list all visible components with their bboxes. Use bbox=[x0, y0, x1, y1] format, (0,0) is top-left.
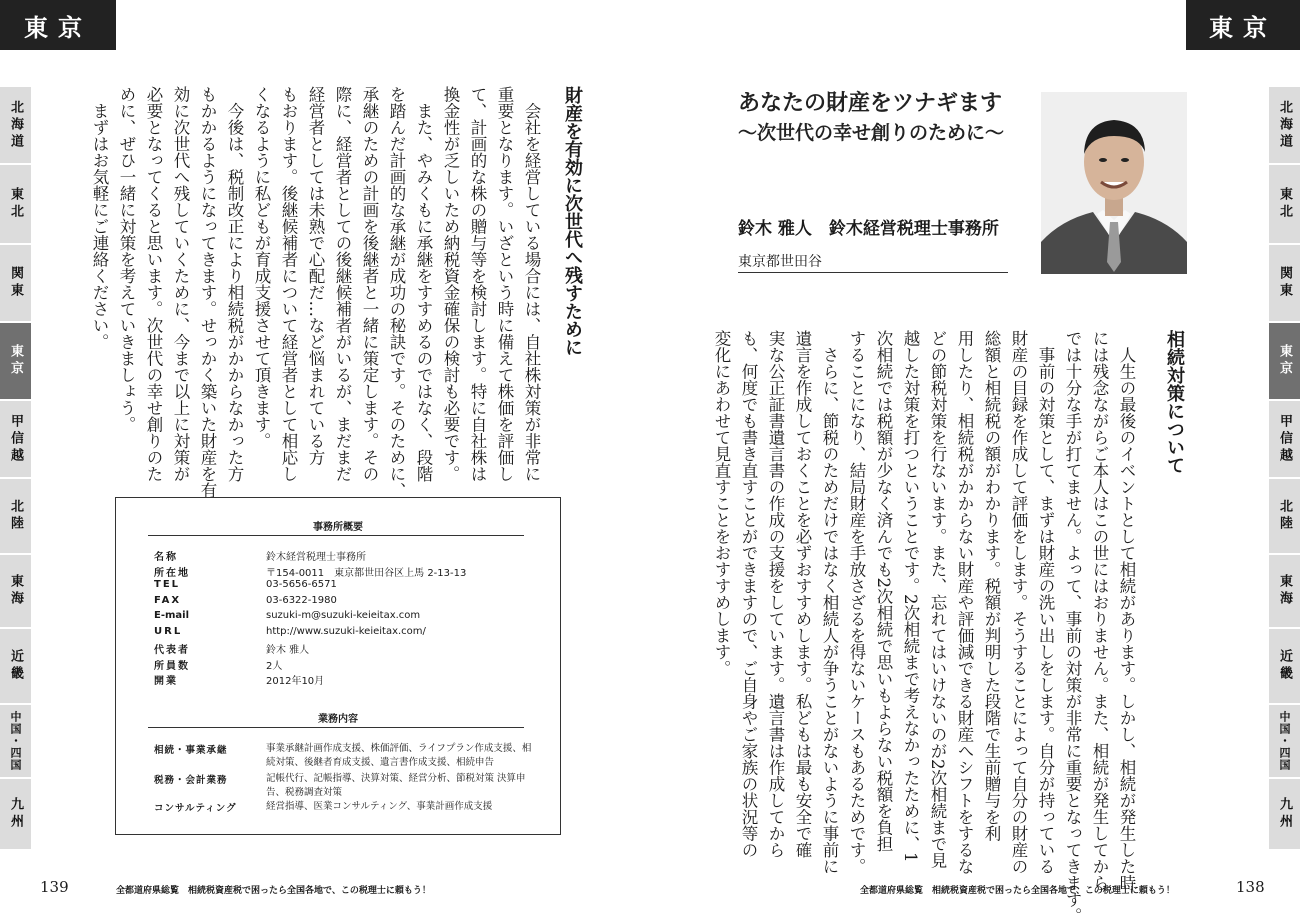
office-info-row bbox=[154, 610, 420, 625]
index-tab: 東海 bbox=[0, 555, 31, 629]
index-tab: 東京 bbox=[1269, 323, 1300, 401]
text-column: 経営者としては未熟で心配だ…など悩まれている方 bbox=[306, 86, 325, 466]
author-name: 鈴木 雅人 鈴木経営税理士事務所 bbox=[738, 219, 999, 239]
index-tab: 九州 bbox=[0, 779, 31, 851]
office-info-row bbox=[154, 595, 337, 610]
office-info-value: 鈴木経営税理士事務所 bbox=[266, 552, 366, 563]
section-heading-inheritance: 相続対策について bbox=[1164, 330, 1185, 474]
region-tab-right: 東京 bbox=[1186, 0, 1300, 50]
office-info-value: 鈴木 雅人 bbox=[266, 645, 310, 656]
business-value: 事業承継計画作成支援、株価評価、ライフプラン作成支援、相続対策、後継者育成支援、遺言書作成支援、相続申告 bbox=[266, 743, 532, 768]
text-column: を踏んだ計画的な承継が成功の秘訣です。そのために、 bbox=[387, 86, 406, 499]
office-info-row bbox=[154, 564, 466, 579]
index-tab: 甲信越 bbox=[0, 401, 31, 479]
text-column: 越した対策を打つということです。2次相続まで考えなかったために、1 bbox=[901, 330, 920, 863]
business-value: 記帳代行、記帳指導、決算対策、経営分析、節税対策 決算申告、税務調査対策 bbox=[266, 773, 526, 798]
text-column: もおります。後継候補者について経営者として相応し bbox=[279, 86, 298, 482]
side-index-right bbox=[1269, 87, 1300, 851]
text-column: も、何度でも書き直すことができますので、ご自身やご家族の状況等の bbox=[739, 330, 758, 858]
index-tab: 東北 bbox=[0, 165, 31, 245]
text-column: 遺言を作成しておくことを必ずおすすめします。私どもは最も安全で確 bbox=[793, 330, 812, 858]
index-tab: 中国・四国 bbox=[0, 705, 31, 779]
text-column: 際に、経営者としての後継候補者がいるが、まだまだ bbox=[333, 86, 352, 482]
text-column: では十分な手が打てません。よって、事前の対策が非常に重要となってきます。 bbox=[1063, 330, 1082, 924]
business-row bbox=[154, 742, 532, 770]
index-tab: 甲信越 bbox=[1269, 401, 1300, 479]
text-column: 必要となってくると思います。次世代の幸せ創りのた bbox=[144, 86, 163, 482]
office-info-value: 2人 bbox=[266, 660, 283, 672]
office-info-label: 開業 bbox=[154, 676, 178, 687]
business-value: 経営指導、医業コンサルティング、事業計画作成支援 bbox=[266, 801, 493, 812]
office-info-row bbox=[154, 579, 337, 594]
office-info-value: 03-6322-1980 bbox=[266, 594, 337, 606]
text-column: 実な公正証書遺言書の作成の支援をしています。遺言書は作成してから bbox=[766, 330, 785, 858]
office-summary-box bbox=[115, 497, 561, 835]
index-tab: 九州 bbox=[1269, 779, 1300, 851]
section-heading-succession: 財産を有効に次世代へ残すために bbox=[562, 86, 583, 356]
index-tab: 北陸 bbox=[1269, 479, 1300, 555]
office-summary-heading: 事務所概要 bbox=[313, 522, 363, 533]
footer-left: 全都道府県総覧 相続税資産税で困ったら全国各地で、この税理士に頼もう！ bbox=[116, 886, 431, 896]
office-info-label: 名称 bbox=[154, 552, 178, 563]
text-column: めに、ぜひ一緒に対策を考えていきましょう。 bbox=[117, 86, 136, 433]
office-info-row bbox=[154, 548, 366, 563]
text-column: 重要となります。いざという時に備えて株価を評価し bbox=[495, 86, 514, 482]
text-column: また、やみくもに承継をすすめるのではなく、段階 bbox=[414, 86, 433, 482]
office-info-value[interactable]: suzuki-m@suzuki-keieitax.com bbox=[266, 610, 421, 621]
business-rule bbox=[148, 727, 524, 728]
office-info-value: 03-5656-6571 bbox=[266, 579, 337, 590]
office-info-value: 〒154-0011 東京都世田谷区上馬 2-13-13 bbox=[266, 567, 467, 579]
office-info-row bbox=[154, 641, 309, 656]
index-tab: 東北 bbox=[1269, 165, 1300, 245]
text-column: することになり、結局財産を手放さざるを得ないケースもあるためです。 bbox=[847, 330, 866, 875]
text-column: もかかるようになってきます。せっかく築いた財産を有 bbox=[198, 86, 217, 499]
business-row bbox=[154, 800, 532, 814]
index-tab: 東京 bbox=[0, 323, 31, 401]
office-info-value[interactable]: http://www.suzuki-keieitax.com/ bbox=[266, 625, 426, 637]
text-column: 次相続では税額が少なく済んでも2次相続で思いもよらない税額を負担 bbox=[874, 330, 893, 852]
text-column: 事前の対策として、まずは財産の洗い出しをします。自分が持っている bbox=[1036, 330, 1055, 875]
text-column: 用したり、相続税がかからない財産や評価減できる財産へシフトをするな bbox=[955, 330, 974, 875]
locale-underline bbox=[738, 272, 1008, 273]
text-column: 変化にあわせて見直すことをおすすめします。 bbox=[712, 330, 731, 677]
text-column: さらに、節税のためだけではなく相続人が争うことがないように事前に bbox=[820, 330, 839, 875]
business-heading: 業務内容 bbox=[318, 714, 358, 725]
office-info-label: 代表者 bbox=[154, 645, 190, 656]
page-number-right: 138 bbox=[1236, 878, 1265, 896]
office-info-label: FAX bbox=[154, 594, 182, 606]
business-label: 税務・会計業務 bbox=[154, 775, 228, 786]
business-row bbox=[154, 772, 532, 800]
text-column: 財産の目録を作成して評価をします。そうすることによって自分の財産の bbox=[1009, 330, 1028, 875]
text-column: 会社を経営している場合には、自社株対策が非常に bbox=[522, 86, 541, 482]
business-label: 相続・事業承継 bbox=[154, 745, 228, 756]
text-column: 今後は、税制改正により相続税がかからなかった方 bbox=[225, 86, 244, 482]
text-column: くなるように私どもが育成支援させて頂きます。 bbox=[252, 86, 271, 449]
text-column: には残念ながらご本人はこの世にはおりません。また、相続が発生してから bbox=[1090, 330, 1109, 891]
text-column: 換金性が乏しいため納税資金確保の検討も必要です。 bbox=[441, 86, 460, 482]
text-column: 効に次世代へ残していくために、今まで以上に対策が bbox=[171, 86, 190, 482]
text-column: 人生の最後のイベントとして相続があります。しかし、相続が発生した時 bbox=[1117, 330, 1136, 891]
region-tab-left: 東京 bbox=[0, 0, 116, 50]
index-tab: 北海道 bbox=[1269, 87, 1300, 165]
index-tab: 関東 bbox=[1269, 245, 1300, 323]
office-info-label: URL bbox=[154, 625, 183, 637]
index-tab: 北陸 bbox=[0, 479, 31, 555]
author-locale: 東京都世田谷 bbox=[738, 254, 822, 270]
office-info-label: 所在地 bbox=[154, 567, 190, 579]
footer-right: 全都道府県総覧 相続税資産税で困ったら全国各地で、この税理士に頼もう！ bbox=[860, 886, 1175, 896]
office-info-row bbox=[154, 626, 426, 641]
text-column: 総額と相続税の額がわかります。税額が判明した段階で生前贈与を利 bbox=[982, 330, 1001, 842]
office-info-label: E-mail bbox=[154, 610, 190, 621]
index-tab: 東海 bbox=[1269, 555, 1300, 629]
office-info-label: TEL bbox=[154, 579, 181, 590]
text-column: まずはお気軽にご連絡ください。 bbox=[90, 86, 109, 350]
article-subtitle: ～次世代の幸せ創りのために～ bbox=[738, 122, 1005, 144]
business-label: コンサルティング bbox=[154, 803, 237, 814]
article-title: あなたの財産をツナギます bbox=[738, 91, 1003, 116]
office-info-value: 2012年10月 bbox=[266, 676, 325, 687]
index-tab: 関東 bbox=[0, 245, 31, 323]
index-tab: 近畿 bbox=[0, 629, 31, 705]
side-index-left bbox=[0, 87, 31, 851]
index-tab: 近畿 bbox=[1269, 629, 1300, 705]
index-tab: 北海道 bbox=[0, 87, 31, 165]
office-info-row bbox=[154, 657, 282, 672]
index-tab: 中国・四国 bbox=[1269, 705, 1300, 779]
text-column: て、計画的な株の贈与等を検討します。特に自社株は bbox=[468, 86, 487, 482]
page-number-left: 139 bbox=[40, 878, 69, 896]
office-info-row bbox=[154, 672, 324, 687]
author-portrait bbox=[1041, 92, 1187, 274]
text-column: どの節税対策を行ないます。また、忘れてはいけないのが2次相続まで見 bbox=[928, 330, 947, 869]
text-column: 承継のための計画を後継者と一緒に策定します。その bbox=[360, 86, 379, 482]
left-body-text bbox=[90, 86, 545, 499]
office-summary-rule bbox=[148, 535, 524, 536]
office-info-label: 所員数 bbox=[154, 660, 190, 672]
